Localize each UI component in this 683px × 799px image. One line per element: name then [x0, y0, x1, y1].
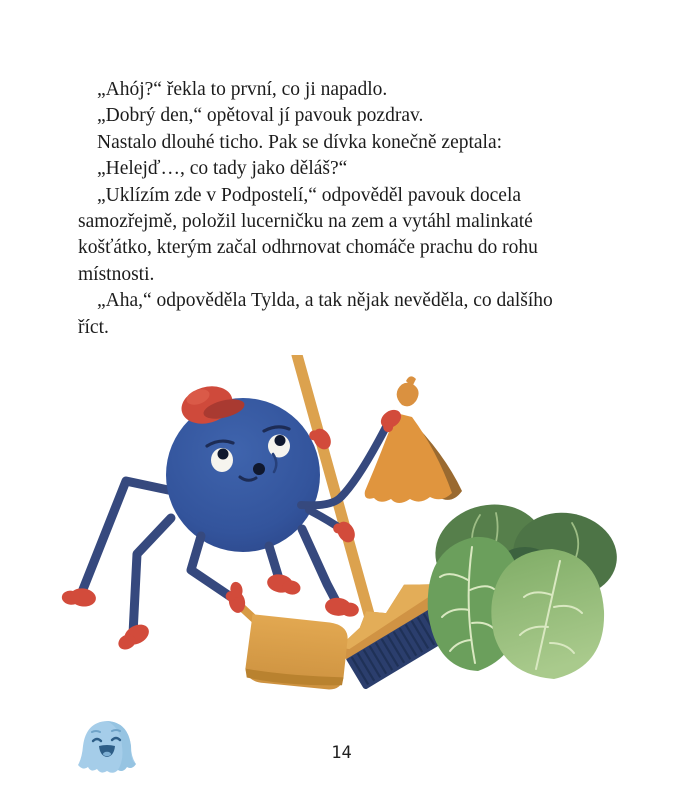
story-line: „Aha,“ odpověděla Tylda, a tak nějak nevěděla, co dalšího	[97, 290, 553, 312]
story-line: samozřejmě, položil lucerničku na zem a vytáhl malinkaté	[78, 210, 533, 232]
story-line: Nastalo dlouhé ticho. Pak se dívka konečně zeptala:	[97, 131, 503, 153]
spider-pupil-right	[275, 435, 286, 446]
spider-pupil-left	[218, 449, 229, 460]
spider-boot	[266, 572, 360, 617]
page-number: 14	[331, 743, 352, 763]
spider-cleaning-illustration	[60, 355, 620, 705]
story-line: místnosti.	[78, 263, 155, 285]
spider-body	[166, 398, 320, 552]
story-line: košťátko, kterým začal odhrnovat chomáče prachu do rohu	[78, 237, 538, 259]
spider-back-legs	[80, 481, 173, 634]
story-line: „Dobrý den,“ opětoval jí pavouk pozdrav.	[97, 105, 424, 127]
story-line: „Helejď…, co tady jako děláš?“	[97, 158, 348, 180]
cabbage	[427, 495, 620, 679]
story-line: říct.	[78, 316, 109, 338]
story-text	[78, 77, 608, 341]
story-line: „Ahój?“ řekla to první, co ji napadlo.	[97, 79, 388, 100]
story-line: „Uklízím zde v Podpostelí,“ odpověděl pavouk docela	[97, 184, 522, 206]
spider-nose	[253, 463, 265, 475]
